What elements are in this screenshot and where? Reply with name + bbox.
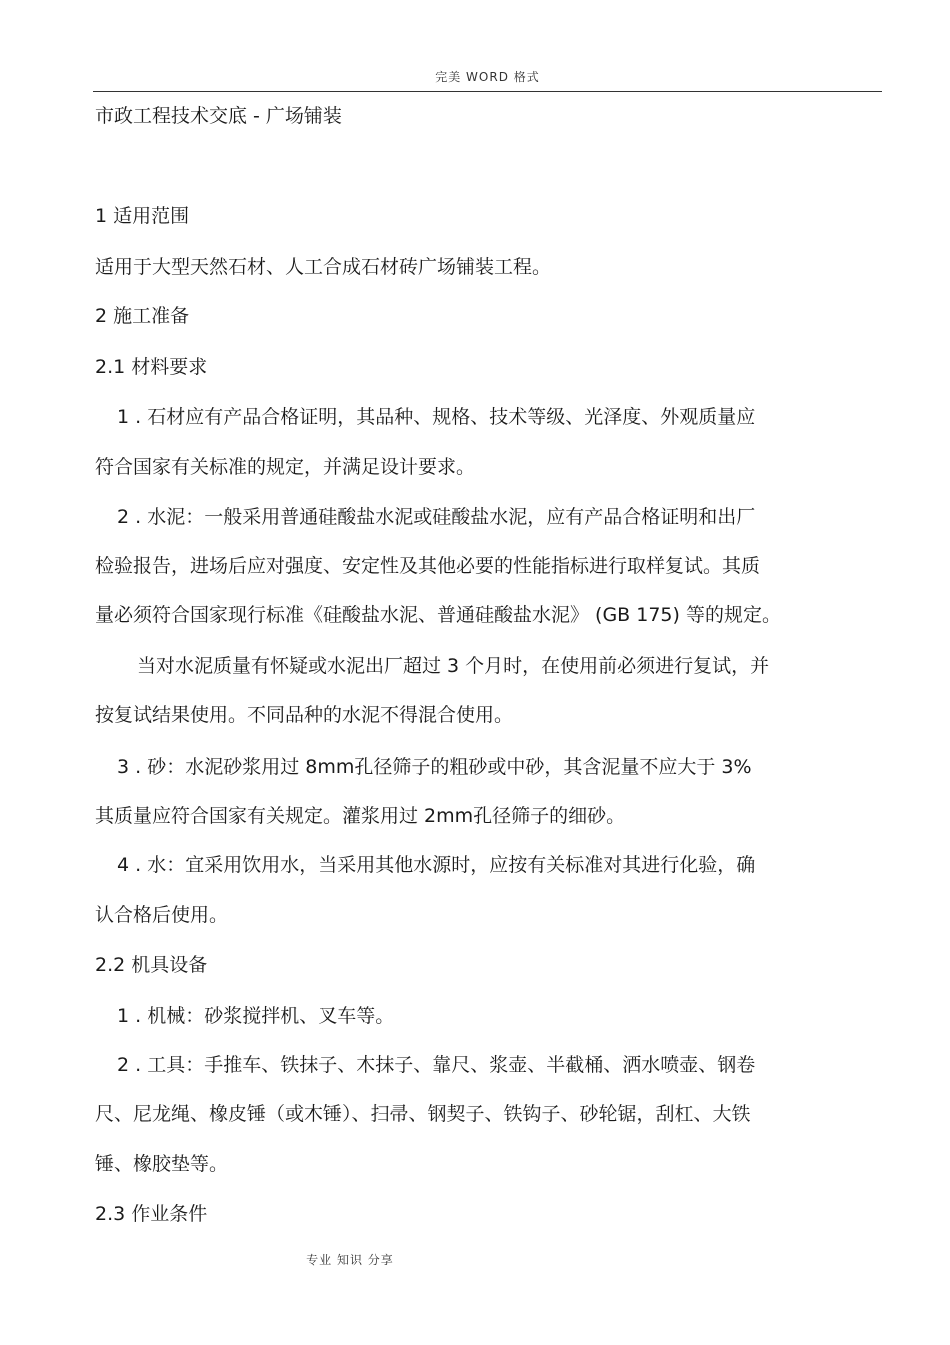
material-item-2-line-2: 检验报告，进场后应对强度、安定性及其他必要的性能指标进行取样复试。其质 — [95, 555, 761, 577]
section-2-1-heading: 2.1 材料要求 — [95, 356, 208, 378]
material-item-2-line-1: 2 . 水泥：一般采用普通硅酸盐水泥或硅酸盐水泥，应有产品合格证明和出厂 — [117, 506, 756, 528]
equipment-item-2-line-1: 2 . 工具：手推车、铁抹子、木抹子、靠尺、浆壶、半截桶、洒水喷壶、钢卷 — [117, 1054, 756, 1076]
equipment-item-2-line-3: 锤、橡胶垫等。 — [95, 1153, 229, 1175]
section-2-heading: 2 施工准备 — [95, 305, 190, 327]
material-item-1-line-1: 1 . 石材应有产品合格证明，其品种、规格、技术等级、光泽度、外观质量应 — [117, 406, 756, 428]
section-2-2-heading: 2.2 机具设备 — [95, 954, 208, 976]
material-item-2-line-3: 量必须符合国家现行标准《硅酸盐水泥、普通硅酸盐水泥》 (GB 175) 等的规定。 — [95, 604, 781, 626]
section-2-3-heading: 2.3 作业条件 — [95, 1203, 208, 1225]
section-1-heading: 1 适用范围 — [95, 205, 190, 227]
section-1-body: 适用于大型天然石材、人工合成石材砖广场铺装工程。 — [95, 256, 552, 278]
equipment-item-1: 1 . 机械：砂浆搅拌机、叉车等。 — [117, 1005, 395, 1027]
material-item-3-line-2: 其质量应符合国家有关规定。灌浆用过 2mm孔径筛子的细砂。 — [95, 805, 626, 827]
material-item-4-line-2: 认合格后使用。 — [95, 904, 229, 926]
material-item-4-line-1: 4 . 水：宜采用饮用水，当采用其他水源时，应按有关标准对其进行化验，确 — [117, 854, 756, 876]
material-item-3-line-1: 3 . 砂：水泥砂浆用过 8mm孔径筛子的粗砂或中砂，其含泥量不应大于 3% — [117, 756, 752, 778]
material-item-2-line-5: 按复试结果使用。不同品种的水泥不得混合使用。 — [95, 704, 514, 726]
page-header: 完美 WORD 格式 — [435, 70, 540, 84]
equipment-item-2-line-2: 尺、尼龙绳、橡皮锤（或木锤）、扫帚、钢契子、铁钩子、砂轮锯，刮杠、大铁 — [95, 1103, 751, 1125]
header-divider — [93, 91, 882, 92]
document-title: 市政工程技术交底 - 广场铺装 — [95, 105, 342, 127]
page-footer: 专业 知识 分享 — [306, 1253, 394, 1267]
material-item-1-line-2: 符合国家有关标准的规定，并满足设计要求。 — [95, 456, 476, 478]
material-item-2-line-4: 当对水泥质量有怀疑或水泥出厂超过 3 个月时，在使用前必须进行复试，并 — [137, 655, 770, 677]
